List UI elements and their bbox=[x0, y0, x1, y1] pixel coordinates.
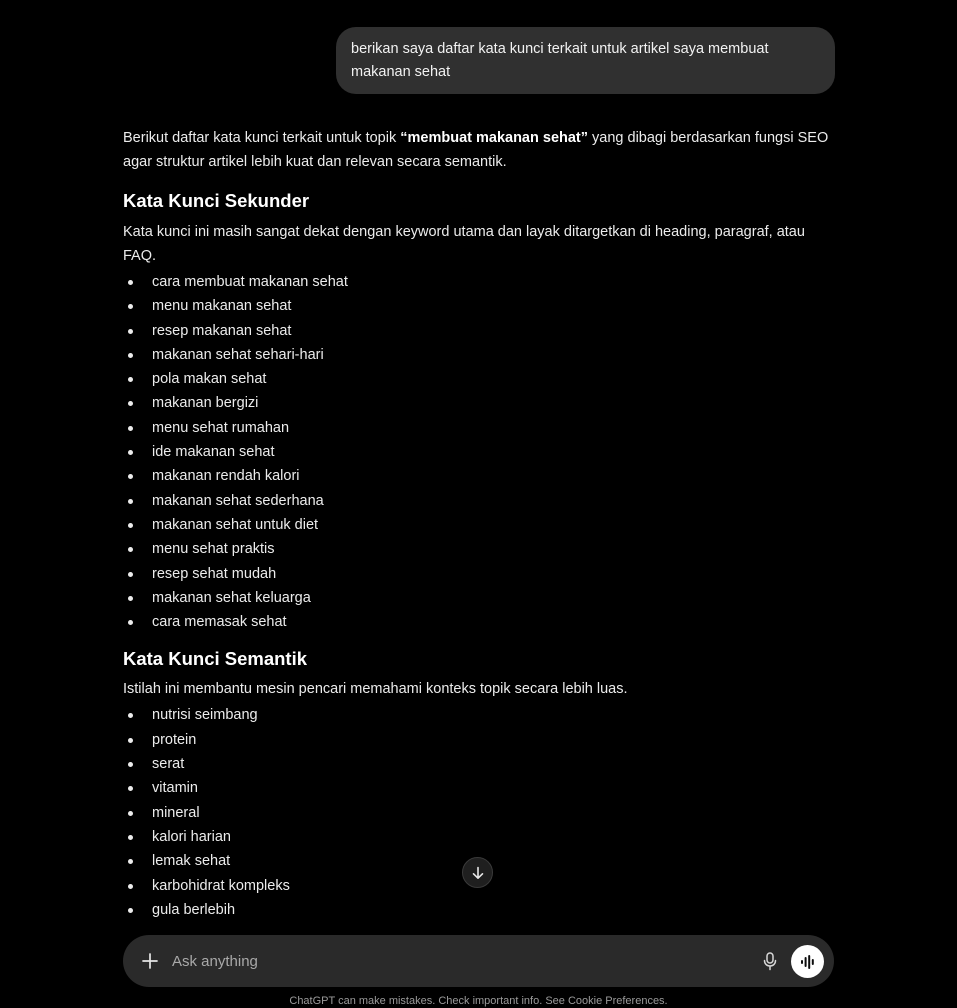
list-item: makanan sehat sehari-hari bbox=[123, 343, 839, 367]
list-item: resep sehat mudah bbox=[123, 562, 839, 586]
list-item: karbohidrat kompleks bbox=[123, 874, 839, 898]
prompt-input[interactable] bbox=[172, 949, 732, 973]
voice-mode-button[interactable] bbox=[791, 945, 824, 978]
microphone-icon bbox=[763, 952, 777, 971]
plus-icon bbox=[141, 952, 159, 970]
intro-topic-bold: “membuat makanan sehat” bbox=[400, 130, 589, 146]
list-item: makanan sehat sederhana bbox=[123, 489, 839, 513]
attach-button[interactable] bbox=[139, 950, 161, 972]
assistant-response bbox=[123, 126, 839, 922]
voice-mode-icon bbox=[800, 954, 816, 970]
arrow-down-icon bbox=[470, 865, 486, 881]
user-message-bubble bbox=[336, 27, 835, 94]
list-item: protein bbox=[123, 728, 839, 752]
list-item: cara memasak sehat bbox=[123, 610, 839, 634]
list-item: makanan sehat untuk diet bbox=[123, 513, 839, 537]
list-item: pola makan sehat bbox=[123, 367, 839, 391]
list-item: lemak sehat bbox=[123, 849, 839, 873]
intro-text-before: Berikut daftar kata kunci terkait untuk topik bbox=[123, 130, 401, 146]
list-item: mineral bbox=[123, 801, 839, 825]
list-item: kalori harian bbox=[123, 825, 839, 849]
list-item: makanan bergizi bbox=[123, 391, 839, 415]
list-item: vitamin bbox=[123, 776, 839, 800]
secondary-keyword-list bbox=[123, 270, 839, 634]
response-intro bbox=[123, 126, 839, 174]
intro-text-after: yang dibagi berdasarkan fungsi SEO agar struktur artikel lebih kuat dan relevan secara semantik. bbox=[123, 130, 829, 170]
list-item: menu sehat praktis bbox=[123, 537, 839, 561]
composer-bar bbox=[123, 935, 834, 987]
section-heading-secondary: Kata Kunci Sekunder bbox=[123, 190, 310, 211]
list-item: gula berlebih bbox=[123, 898, 839, 922]
dictate-button[interactable] bbox=[760, 950, 780, 972]
list-item: makanan rendah kalori bbox=[123, 464, 839, 488]
list-item: nutrisi seimbang bbox=[123, 703, 839, 727]
semantic-keyword-list bbox=[123, 703, 839, 922]
list-item: ide makanan sehat bbox=[123, 440, 839, 464]
list-item: cara membuat makanan sehat bbox=[123, 270, 839, 294]
list-item: makanan sehat keluarga bbox=[123, 586, 839, 610]
section-description-semantic: Istilah ini membantu mesin pencari memahami konteks topik secara lebih luas. bbox=[123, 681, 628, 698]
list-item: serat bbox=[123, 752, 839, 776]
user-message-text: berikan saya daftar kata kunci terkait untuk artikel saya membuat makanan sehat bbox=[351, 41, 769, 80]
list-item: menu sehat rumahan bbox=[123, 416, 839, 440]
list-item: resep makanan sehat bbox=[123, 319, 839, 343]
disclaimer-footer: ChatGPT can make mistakes. Check important info. See Cookie Preferences. bbox=[289, 995, 668, 1007]
list-item: menu makanan sehat bbox=[123, 294, 839, 318]
section-description-secondary: Kata kunci ini masih sangat dekat dengan keyword utama dan layak ditargetkan di heading, paragraf, atau FAQ. bbox=[123, 224, 805, 264]
scroll-to-bottom-button[interactable] bbox=[462, 857, 493, 888]
section-heading-semantic: Kata Kunci Semantik bbox=[123, 648, 308, 670]
